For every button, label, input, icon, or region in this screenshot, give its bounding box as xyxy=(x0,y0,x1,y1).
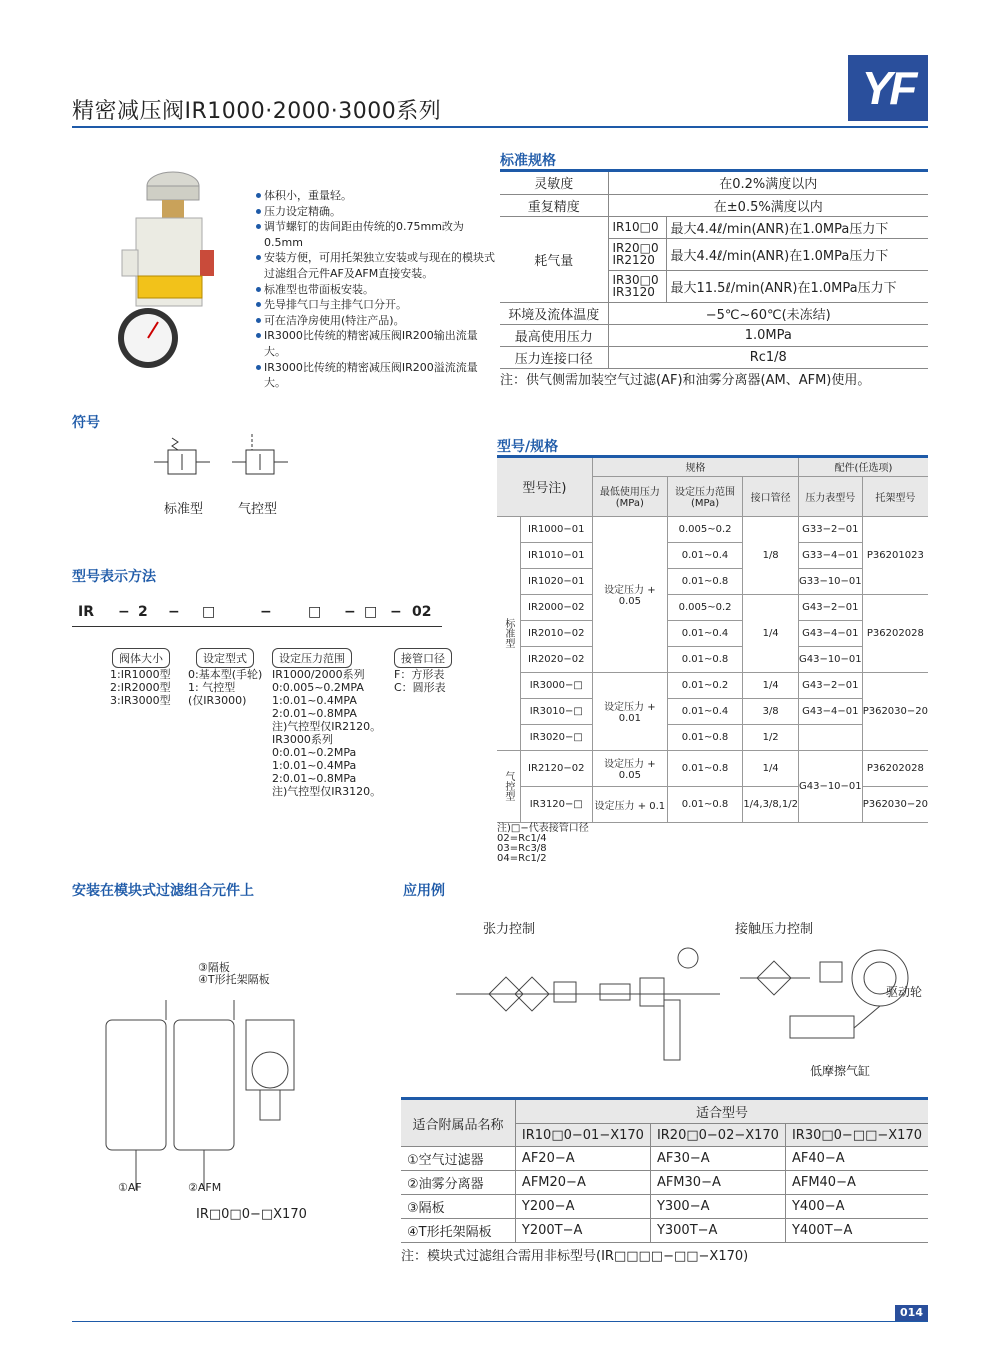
th-bracket: 托架型号 xyxy=(862,476,928,516)
symbol-heading: 符号 xyxy=(72,415,100,431)
acc-note: 注：模块式过滤组合需用非标型号(IR□□□□−□□−X170) xyxy=(401,1249,749,1264)
cell: 0.01~0.8 xyxy=(667,568,743,594)
cell: IR2020−02 xyxy=(520,646,592,672)
cell: IR3010−□ xyxy=(520,698,592,724)
range-item: 2:0.01~0.8MPA xyxy=(272,707,357,720)
feature-item: 压力设定精确。 xyxy=(256,204,496,220)
set-type-item: (仅IR3000) xyxy=(188,694,247,707)
set-type-list xyxy=(188,668,262,707)
body-size-item: 2:IR2000型 xyxy=(110,681,171,694)
cell: G43−2−01 xyxy=(798,594,862,620)
cell: 0.01~0.8 xyxy=(667,646,743,672)
spec-val: 1.0MPa xyxy=(608,324,928,346)
cell: IR3000−□ xyxy=(520,672,592,698)
group-std: 标准型 xyxy=(497,516,520,750)
model-heading: 型号/规格 xyxy=(497,439,559,455)
feature-list xyxy=(256,188,496,391)
spec-val: 最大11.5ℓ/min(ANR)在1.0MPa压力下 xyxy=(666,270,928,302)
acc-head-model: IR30□0−□□−X170 xyxy=(785,1124,928,1147)
application-heading: 应用例 xyxy=(403,883,445,899)
th-acc: 配件(任选项) xyxy=(798,458,928,476)
set-type-item: 0:基本型(手轮) xyxy=(188,668,263,681)
acc-cell: ③隔板 xyxy=(401,1195,515,1219)
acc-cell: AFM40−A xyxy=(785,1171,928,1195)
naming-heading: 型号表示方法 xyxy=(72,569,156,585)
cell: 1/2 xyxy=(743,724,799,750)
model-note: 03=Rc3/8 xyxy=(497,843,547,854)
cell: IR3120−□ xyxy=(520,786,592,822)
port-item: F：方形表 xyxy=(394,668,445,681)
code-part: 2 xyxy=(138,604,148,620)
range-item: 注)气控型仅IR2120。 xyxy=(272,720,382,733)
feature-item: 先导排气口与主排气口分开。 xyxy=(256,297,496,313)
cell: P36202028 xyxy=(862,594,928,672)
model-note: 注)□−代表接管口径 xyxy=(497,823,589,834)
cell: 设定压力 + 0.1 xyxy=(592,786,667,822)
cell: G43−4−01 xyxy=(798,698,862,724)
body-size-box: 阀体大小 xyxy=(112,648,170,668)
body-size-item: 3:IR3000型 xyxy=(110,694,171,707)
model-note: 02=Rc1/4 xyxy=(497,833,547,844)
cell: IR1020−01 xyxy=(520,568,592,594)
spec-val: −5℃~60℃(未冻结) xyxy=(608,302,928,324)
spec-sub: IR20□0 IR2120 xyxy=(608,238,666,270)
acc-cell: Y400−A xyxy=(785,1195,928,1219)
range-box: 设定压力范围 xyxy=(272,648,352,668)
acc-cell: Y200T−A xyxy=(515,1219,650,1243)
range-item: IR3000系列 xyxy=(272,733,333,746)
acc-cell: ②油雾分离器 xyxy=(401,1171,515,1195)
th-gauge: 压力表型号 xyxy=(798,476,862,516)
model-table xyxy=(497,458,928,823)
cell: 设定压力 + 0.05 xyxy=(592,750,667,786)
cell: P36201023 xyxy=(862,516,928,594)
acc-cell: AF20−A xyxy=(515,1147,650,1171)
cell: 1/4 xyxy=(743,594,799,672)
body-size-list xyxy=(110,668,171,707)
port-list xyxy=(394,668,446,694)
cell: P362030−20 xyxy=(862,786,928,822)
port-item: C：圆形表 xyxy=(394,681,446,694)
cell: IR1010−01 xyxy=(520,542,592,568)
model-code xyxy=(72,604,442,628)
label-wheel: 驱动轮 xyxy=(886,985,923,999)
feature-item: 调节螺钉的齿间距由传统的0.75mm改为0.5mm xyxy=(256,219,496,250)
feature-item: 标准型也带面板安装。 xyxy=(256,282,496,298)
code-part: □ xyxy=(308,604,322,620)
cell: 0.01~0.2 xyxy=(667,672,743,698)
page-number: 014 xyxy=(895,1305,928,1321)
acc-head-group: 适合型号 xyxy=(515,1100,928,1124)
range-item: 1:0.01~0.4MPA xyxy=(272,694,357,707)
range-list xyxy=(272,668,381,798)
cell: 设定压力 + 0.05 xyxy=(592,516,667,672)
acc-cell: AF30−A xyxy=(650,1147,785,1171)
spec-note: 注：供气侧需加装空气过滤(AF)和油雾分离器(AM、AFM)使用。 xyxy=(500,373,871,388)
brand-logo: YF xyxy=(848,55,928,121)
cell: 3/8 xyxy=(743,698,799,724)
feature-item: 安装方便，可用托架独立安装或与现在的模块式过滤组合元件AF及AFM直接安装。 xyxy=(256,250,496,281)
spec-val: 在0.2%满度以内 xyxy=(608,172,928,194)
th-port: 接口管径 xyxy=(743,476,799,516)
label-af: ①AF xyxy=(118,1181,142,1194)
cell: G33−4−01 xyxy=(798,542,862,568)
acc-cell: Y300T−A xyxy=(650,1219,785,1243)
spec-key: 压力连接口径 xyxy=(500,346,608,368)
code-part: − xyxy=(260,604,272,620)
spec-key: 环境及流体温度 xyxy=(500,302,608,324)
spec-sub: IR30□0 IR3120 xyxy=(608,270,666,302)
label-modular-model: IR□0□0−□X170 xyxy=(196,1207,307,1222)
code-underline xyxy=(72,626,442,627)
code-part: □ xyxy=(202,604,216,620)
set-type-item: 1: 气控型 xyxy=(188,681,236,694)
cell: P36202028 xyxy=(862,750,928,786)
spec-val: Rc1/8 xyxy=(608,346,928,368)
spec-heading: 标准规格 xyxy=(500,153,556,169)
page-title: 精密减压阀IR1000·2000·3000系列 xyxy=(72,99,442,124)
th-range: 设定压力范围(MPa) xyxy=(667,476,743,516)
cell: G33−10−01 xyxy=(798,568,862,594)
acc-head-model: IR20□0−02−X170 xyxy=(650,1124,785,1147)
label-tplate: ④T形托架隔板 xyxy=(198,973,270,986)
cell: IR2010−02 xyxy=(520,620,592,646)
cell: IR3020−□ xyxy=(520,724,592,750)
spec-val: 在±0.5%满度以内 xyxy=(608,194,928,216)
top-divider xyxy=(72,126,928,128)
th-model: 型号注) xyxy=(497,458,592,516)
spec-key: 灵敏度 xyxy=(500,172,608,194)
cell: 0.005~0.2 xyxy=(667,516,743,542)
feature-item: IR3000比传统的精密减压阀IR200溢流流量大。 xyxy=(256,360,496,391)
cell: 0.01~0.8 xyxy=(667,750,743,786)
acc-cell: Y400T−A xyxy=(785,1219,928,1243)
code-part: IR xyxy=(78,604,94,620)
modular-heading: 安装在模块式过滤组合元件上 xyxy=(72,883,254,899)
cell: IR1000−01 xyxy=(520,516,592,542)
acc-head-name: 适合附属品名称 xyxy=(401,1100,515,1147)
regulator-photo xyxy=(110,170,220,380)
code-part: − xyxy=(390,604,402,620)
cell: 0.005~0.2 xyxy=(667,594,743,620)
range-item: 1:0.01~0.4MPa xyxy=(272,759,357,772)
cell: P362030−20 xyxy=(862,672,928,750)
spec-table xyxy=(500,172,928,369)
modular-labels xyxy=(198,962,270,986)
spec-sub: IR10□0 xyxy=(608,216,666,238)
range-item: 0:0.01~0.2MPa xyxy=(272,746,357,759)
acc-cell: ①空气过滤器 xyxy=(401,1147,515,1171)
label-cylinder: 低摩擦气缸 xyxy=(810,1064,871,1078)
range-item: 2:0.01~0.8MPa xyxy=(272,772,357,785)
symbol-label-standard: 标准型 xyxy=(164,502,204,517)
cell: G43−4−01 xyxy=(798,620,862,646)
bottom-divider xyxy=(72,1321,928,1322)
th-spec: 规格 xyxy=(592,458,798,476)
code-part: − xyxy=(344,604,356,620)
cell: 设定压力 + 0.01 xyxy=(592,672,667,750)
label-plate: ③隔板 xyxy=(198,961,230,974)
model-notes xyxy=(497,824,589,864)
cell: 0.01~0.8 xyxy=(667,724,743,750)
spec-key: 最高使用压力 xyxy=(500,324,608,346)
acc-cell: ④T形托架隔板 xyxy=(401,1219,515,1243)
cell: G43−10−01 xyxy=(798,646,862,672)
contact-title: 接触压力控制 xyxy=(735,922,814,937)
cell: 1/8 xyxy=(743,516,799,594)
label-afm: ②AFM xyxy=(188,1181,222,1194)
cell: 1/4 xyxy=(743,750,799,786)
application-diagram xyxy=(450,938,930,1078)
model-note: 04=Rc1/2 xyxy=(497,853,547,864)
group-pilot: 气控型 xyxy=(497,750,520,822)
cell: G33−2−01 xyxy=(798,516,862,542)
acc-cell: Y300−A xyxy=(650,1195,785,1219)
set-type-box: 设定型式 xyxy=(196,648,254,668)
cell: IR2120−02 xyxy=(520,750,592,786)
spec-key: 重复精度 xyxy=(500,194,608,216)
cell: 0.01~0.4 xyxy=(667,620,743,646)
acc-cell: AFM20−A xyxy=(515,1171,650,1195)
body-size-item: 1:IR1000型 xyxy=(110,668,171,681)
symbol-diagram xyxy=(150,432,290,496)
cell: G43−10−01 xyxy=(798,750,862,822)
symbol-label-pilot: 气控型 xyxy=(238,502,278,517)
cell: 1/4,3/8,1/2 xyxy=(743,786,799,822)
acc-head-model: IR10□0−01−X170 xyxy=(515,1124,650,1147)
cell: G43−2−01 xyxy=(798,672,862,698)
acc-table xyxy=(401,1100,928,1243)
range-item: IR1000/2000系列 xyxy=(272,668,365,681)
spec-val: 最大4.4ℓ/min(ANR)在1.0MPa压力下 xyxy=(666,216,928,238)
th-minp: 最低使用压力(MPa) xyxy=(592,476,667,516)
acc-cell: AFM30−A xyxy=(650,1171,785,1195)
range-item: 0:0.005~0.2MPA xyxy=(272,681,364,694)
spec-key: 耗气量 xyxy=(500,216,608,302)
code-part: − xyxy=(118,604,130,620)
acc-cell: AF40−A xyxy=(785,1147,928,1171)
cell: 0.01~0.4 xyxy=(667,698,743,724)
feature-item: 可在洁净房使用(特注产品)。 xyxy=(256,313,496,329)
cell: 1/4 xyxy=(743,672,799,698)
cell: 0.01~0.4 xyxy=(667,542,743,568)
feature-item: IR3000比传统的精密减压阀IR200输出流量大。 xyxy=(256,328,496,359)
cell xyxy=(798,724,862,750)
port-box: 接管口径 xyxy=(394,648,452,668)
cell: IR2000−02 xyxy=(520,594,592,620)
tension-title: 张力控制 xyxy=(483,922,536,937)
code-part: − xyxy=(168,604,180,620)
spec-val: 最大4.4ℓ/min(ANR)在1.0MPa压力下 xyxy=(666,238,928,270)
code-part: 02 xyxy=(412,604,432,620)
cell: 0.01~0.8 xyxy=(667,786,743,822)
range-item: 注)气控型仅IR3120。 xyxy=(272,785,382,798)
acc-cell: Y200−A xyxy=(515,1195,650,1219)
feature-item: 体积小，重量轻。 xyxy=(256,188,496,204)
code-part: □ xyxy=(364,604,378,620)
